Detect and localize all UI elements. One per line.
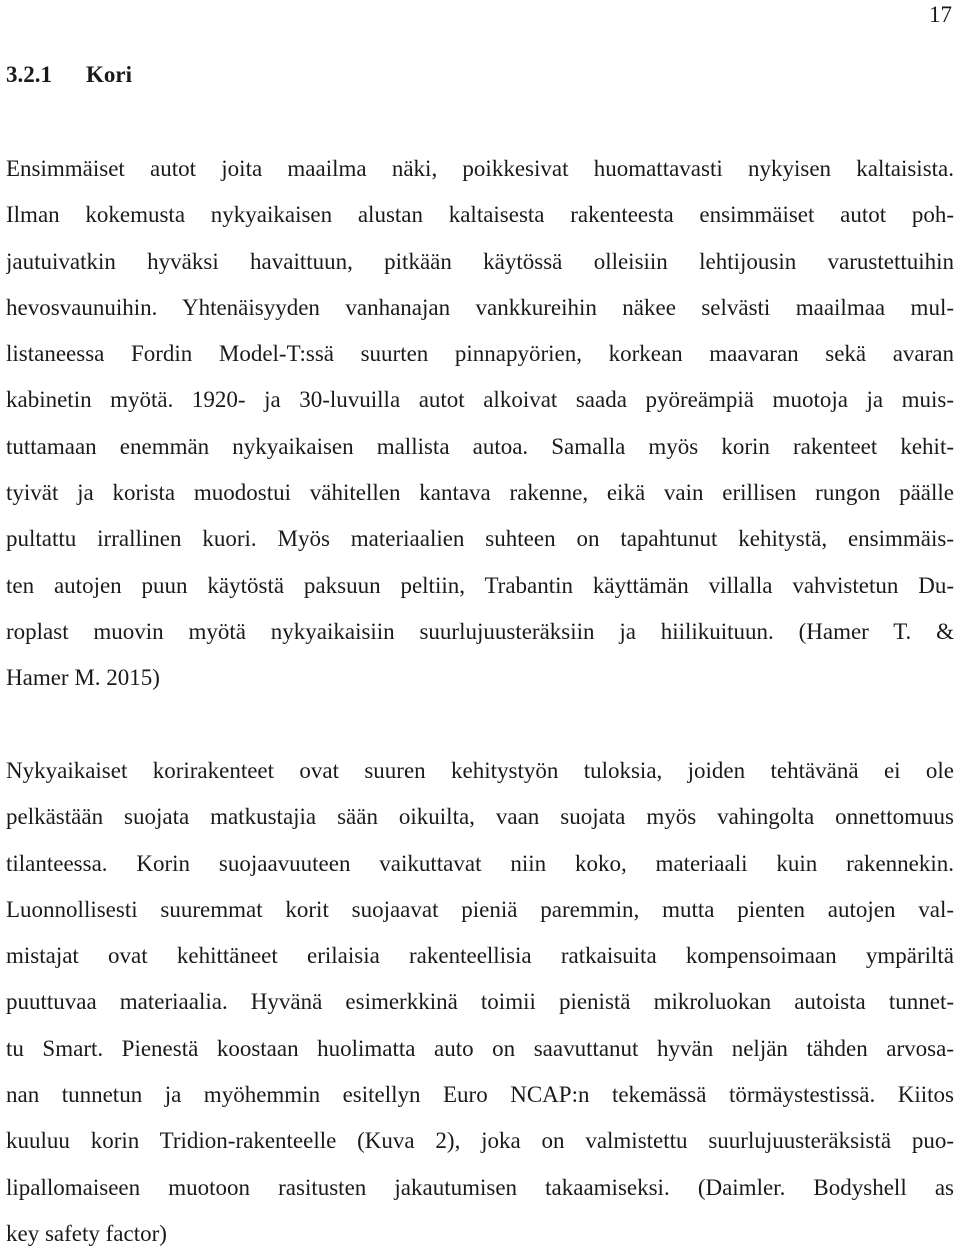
text-line: Ensimmäiset autot joita maailma näki, poikkesivat huomattavasti nykyisen kaltaisista. [6,156,954,181]
text-line: lipallomaiseen muotoon rasitusten jakautumisen takaamiseksi. (Daimler. Bodyshell as [6,1174,954,1200]
text-line: pultattu irrallinen kuori. Myös materiaalien suhteen on tapahtunut kehitystä, ensimmäis- [6,526,954,552]
text-line: puuttuvaa materiaalia. Hyvänä esimerkkinä toimii pienistä mikroluokan autoista tunnet- [6,989,954,1015]
text-line: key safety factor) [6,1220,167,1246]
text-line: tyivät ja korista muodostui vähitellen kantava rakenne, eikä vain erillisen rungon päälle [6,480,954,506]
text-line: Ilman kokemusta nykyaikaisen alustan kaltaisesta rakenteesta ensimmäiset autot poh- [6,202,954,228]
text-line: Hamer M. 2015) [6,665,160,691]
page-number: 17 [929,2,952,27]
text-line: nan tunnetun ja myöhemmin esitellyn Euro NCAP:n tekemässä törmäystestissä. Kiitos [6,1082,954,1108]
text-line: mistajat ovat kehittäneet erilaisia rakenteellisia ratkaisuita kompensoimaan ympäriltä [6,943,954,969]
text-line: tilanteessa. Korin suojaavuuteen vaikuttavat niin koko, materiaali kuin rakennekin. [6,850,954,876]
text-line: jautuivatkin hyväksi havaittuun, pitkään käytössä olleisiin lehtijousin varustettuihin [6,248,954,274]
paragraph-2 [6,748,954,1257]
text-line: tuttamaan enemmän nykyaikaisen mallista autoa. Samalla myös korin rakenteet kehit- [6,433,954,459]
section-heading [6,58,132,92]
text-line: pelkästään suojata matkustajia sään oikuilta, vaan suojata myös vahingolta onnettomuus [6,804,954,830]
text-line: listaneessa Fordin Model-T:ssä suurten pinnapyörien, korkean maavaran sekä avaran [6,341,954,367]
text-line: ten autojen puun käytöstä paksuun peltiin, Trabantin käyttämän villalla vahvistetun Du- [6,572,954,598]
text-line: roplast muovin myötä nykyaikaisiin suurlujuusteräksiin ja hiilikuituun. (Hamer T. & [6,618,954,644]
text-line: hevosvaunuihin. Yhtenäisyyden vanhanajan vankkureihin näkee selvästi maailmaa mul- [6,294,954,320]
section-number: 3.2.1 [6,62,52,87]
text-line: Luonnollisesti suuremmat korit suojaavat pieniä paremmin, mutta pienten autojen val- [6,896,954,922]
text-line: kuuluu korin Tridion-rakenteelle (Kuva 2), joka on valmistettu suurlujuusteräksistä puo- [6,1128,954,1154]
text-line: Nykyaikaiset korirakenteet ovat suuren kehitystyön tuloksia, joiden tehtävänä ei ole [6,758,954,783]
paragraph-1 [6,146,954,702]
text-line: tu Smart. Pienestä koostaan huolimatta auto on saavuttanut hyvän neljän tähden arvosa- [6,1035,954,1061]
section-title: Kori [86,62,132,87]
text-line: kabinetin myötä. 1920- ja 30-luvuilla autot alkoivat saada pyöreämpiä muotoja ja muis- [6,387,954,413]
